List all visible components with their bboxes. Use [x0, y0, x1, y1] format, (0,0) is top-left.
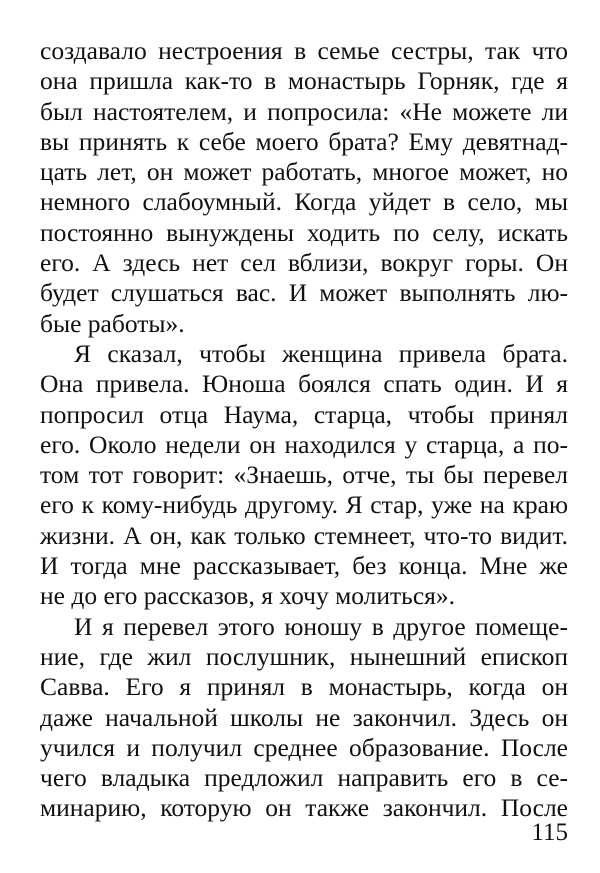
text-line: И я перевел этого юношу в другое помеще- [74, 611, 568, 641]
text-line: постоянно вынуждены ходить по селу, искать [40, 217, 568, 247]
text-line: бые работы». [40, 308, 185, 338]
text-line: вы принять к себе моего брата? Ему девятнад- [40, 126, 568, 156]
text-line: Она привела. Юноша боялся спать один. И я [40, 369, 568, 399]
text-line: И тогда мне рассказывает, без конца. Мне же [40, 551, 568, 581]
text-line: немного слабоумный. Когда уйдет в село, мы [40, 187, 568, 217]
text-line: будет слушаться вас. И может выполнять лю- [40, 278, 568, 308]
text-line: минарию, которую он также закончил. После [40, 793, 568, 823]
text-line: создавало нестроения в семье сестры, так что [40, 36, 568, 65]
text-line: Савва. Его я принял в монастырь, когда он [40, 672, 568, 702]
text-line: не до его рассказов, я хочу молиться». [40, 581, 455, 611]
text-line: том тот говорит: «Знаешь, отче, ты бы перевел [40, 460, 568, 490]
paragraph-3 [40, 612, 568, 824]
text-line: даже начальной школы не закончил. Здесь он [40, 702, 568, 732]
paragraph-2 [40, 339, 568, 612]
text-line: был настоятелем, и попросила: «Не можете ли [40, 96, 568, 126]
text-line: жизни. А он, как только стемнеет, что-то видит. [40, 520, 568, 550]
text-line: его к кому-нибудь другому. Я стар, уже на краю [40, 490, 568, 520]
text-line: она пришла как-то в монастырь Горняк, где я [40, 66, 568, 96]
text-line: его. Около недели он находился у старца, а по- [40, 429, 568, 459]
paragraph-1 [40, 36, 568, 339]
page-number: 115 [531, 819, 568, 846]
text-line: ние, где жил послушник, нынешний епископ [40, 641, 568, 671]
text-line: Я сказал, чтобы женщина привела брата. [74, 338, 568, 368]
text-line: цать лет, он может работать, многое может, но [40, 157, 568, 187]
text-line: его. А здесь нет сел вблизи, вокруг горы. Он [40, 248, 568, 278]
text-line: чего владыка предложил направить его в се- [40, 763, 568, 793]
text-line: попросил отца Наума, старца, чтобы принял [40, 399, 568, 429]
page-body [40, 36, 568, 824]
text-line: учился и получил среднее образование. После [40, 732, 568, 762]
